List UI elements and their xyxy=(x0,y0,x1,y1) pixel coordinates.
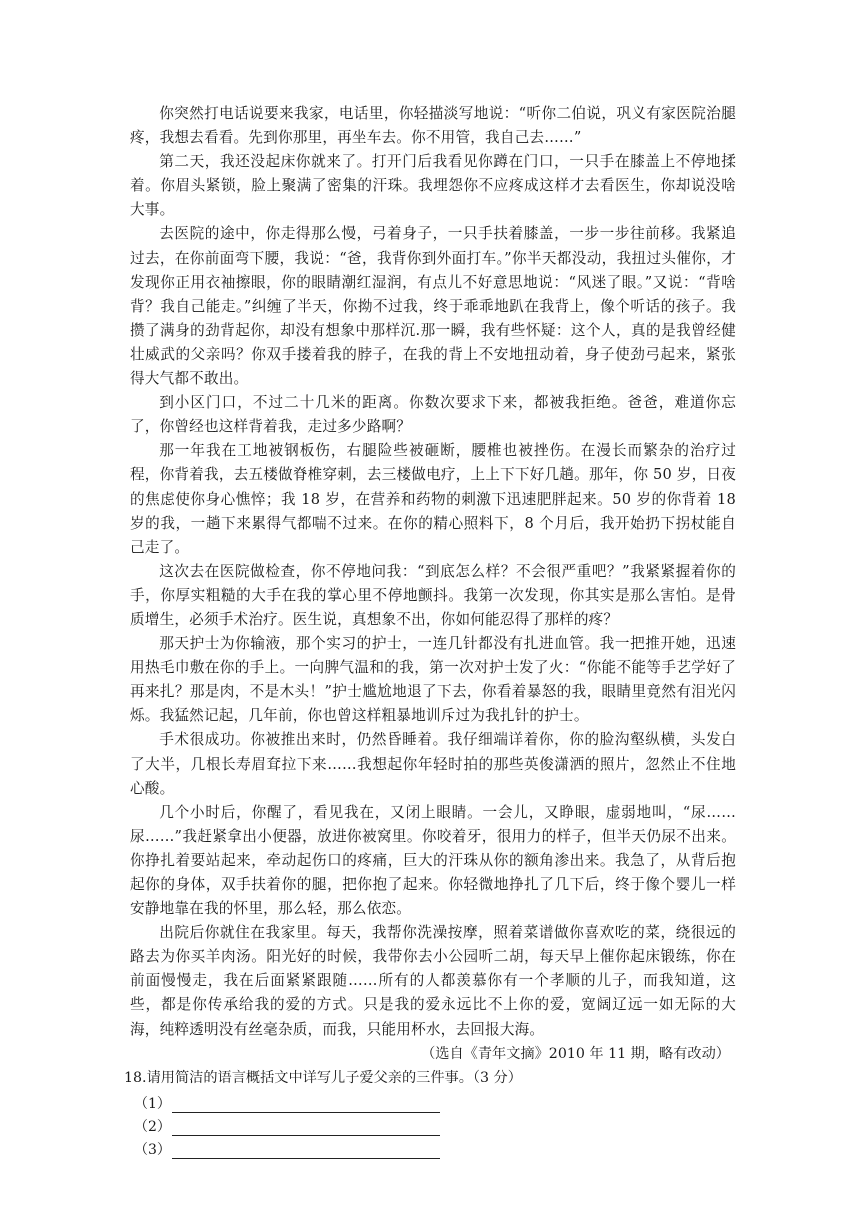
paragraph-5: 那一年我在工地被钢板伤，右腿险些被砸断，腰椎也被挫伤。在漫长而繁杂的治疗过程，你背着我，去五楼做脊椎穿刺，去三楼做电疗，上上下下好几趟。那年，你 50 岁，日夜的焦虑使你身心憔悴；我 18 岁，在营养和药物的刺激下迅速肥胖起来。50 岁的你背着 18 岁的我，一趟下来累得气都喘不过来。在你的精心照料下，8 个月后，我开始扔下拐杖能自己走了。 xyxy=(130,442,736,556)
paragraph-10: 出院后你就住在我家里。每天，我帮你洗澡按摩，照着菜谱做你喜欢吃的菜，绕很远的路去为你买羊肉汤。阳光好的时候，我带你去小公园听二胡，每天早上催你起床锻练，你在前面慢慢走，我在后面紧紧跟随……所有的人都羡慕你有一个孝顺的儿子，而我知道，这些，都是你传承给我的爱的方式。只是我的爱永远比不上你的爱，宽阔辽远一如无际的大海，纯粹透明没有丝毫杂质，而我，只能用杯水，去回报大海。 xyxy=(130,924,736,1038)
paragraph-2: 第二天，我还没起床你就来了。打开门后我看见你蹲在门口，一只手在膝盖上不停地揉着。你眉头紧锁，脸上聚满了密集的汗珠。我埋怨你不应疼成这样才去看医生，你却说没啥大事。 xyxy=(130,153,736,219)
paragraph-1: 你突然打电话说要来我家，电话里，你轻描淡写地说：“听你二伯说，巩义有家医院治腿疼，我想去看看。先到你那里，再坐车去。你不用管，我自己去……” xyxy=(130,105,736,147)
answer-label-3: （3） xyxy=(134,1141,171,1158)
answer-blank-2[interactable] xyxy=(172,1119,440,1136)
paragraph-7: 那天护士为你输液，那个实习的护士，一连几针都没有扎进血管。我一把推开她，迅速用热毛巾敷在你的手上。一向脾气温和的我，第一次对护士发了火：“你能不能等手艺学好了再来扎？那是肉，不是木头！”护士尴尬地退了下去，你看着暴怒的我，眼睛里竟然有泪光闪烁。我猛然记起，几年前，你也曾这样粗暴地训斥过为我扎针的护士。 xyxy=(130,635,736,725)
question-18: 18.请用简洁的语言概括文中详写儿子爱父亲的三件事。（3 分） xyxy=(124,1069,522,1086)
paragraph-4: 到小区门口，不过二十几米的距离。你数次要求下来，都被我拒绝。爸爸，难道你忘了，你曾经也这样背着我，走过多少路啊？ xyxy=(130,394,736,436)
answer-label-1: （1） xyxy=(134,1095,171,1112)
answer-row-1 xyxy=(130,1090,736,1113)
paragraph-9: 几个小时后，你醒了，看见我在，又闭上眼睛。一会儿，又睁眼，虚弱地叫，“尿……尿……”我赶紧拿出小便器，放进你被窝里。你咬着牙，很用力的样子，但半天仍尿不出来。你挣扎着要站起来，牵动起伤口的疼痛，巨大的汗珠从你的额角渗出来。我急了，从背后抱起你的身体，双手扶着你的腿，把你抱了起来。你轻微地挣扎了几下后，终于像个婴儿一样安静地靠在我的怀里，那么轻，那么依恋。 xyxy=(130,803,736,918)
answer-blank-3[interactable] xyxy=(172,1142,440,1159)
paragraph-6: 这次去在医院做检查，你不停地问我：“到底怎么样？不会很严重吧？”我紧紧握着你的手，你厚实粗糙的大手在我的掌心里不停地颤抖。我第一次发现，你其实是那么害怕。是骨质增生，必须手术治疗。医生说，真想象不出，你如何能忍得了那样的疼？ xyxy=(130,562,736,628)
answer-row-3 xyxy=(130,1136,736,1159)
answer-row-2 xyxy=(130,1113,736,1136)
paragraph-8: 手术很成功。你被推出来时，仍然昏睡着。我仔细端详着你，你的脸沟壑纵横，头发白了大半，几根长寿眉耷拉下来……我想起你年轻时拍的那些英俊潇洒的照片，忽然止不住地心酸。 xyxy=(130,731,736,797)
answer-blank-1[interactable] xyxy=(172,1096,440,1113)
answer-label-2: （2） xyxy=(134,1118,171,1135)
article-source: （选自《青年文摘》2010 年 11 期，略有改动） xyxy=(421,1045,730,1062)
paragraph-3: 去医院的途中，你走得那么慢，弓着身子，一只手扶着膝盖，一步一步往前移。我紧追过去，在你前面弯下腰，我说：“爸，我背你到外面打车。”你半天都没动，我扭过头催你，才发现你正用衣袖擦眼，你的眼睛潮红湿润，有点儿不好意思地说：“风迷了眼。”又说：“背啥背？我自己能走。”纠缠了半天，你拗不过我，终于乖乖地趴在我背上，像个听话的孩子。我攒了满身的劲背起你，却没有想象中那样沉.那一瞬，我有些怀疑：这个人，真的是我曾经健壮威武的父亲吗？你双手搂着我的脖子，在我的背上不安地扭动着，身子使劲弓起来，紧张得大气都不敢出。 xyxy=(130,225,736,388)
article-body xyxy=(124,102,736,1159)
